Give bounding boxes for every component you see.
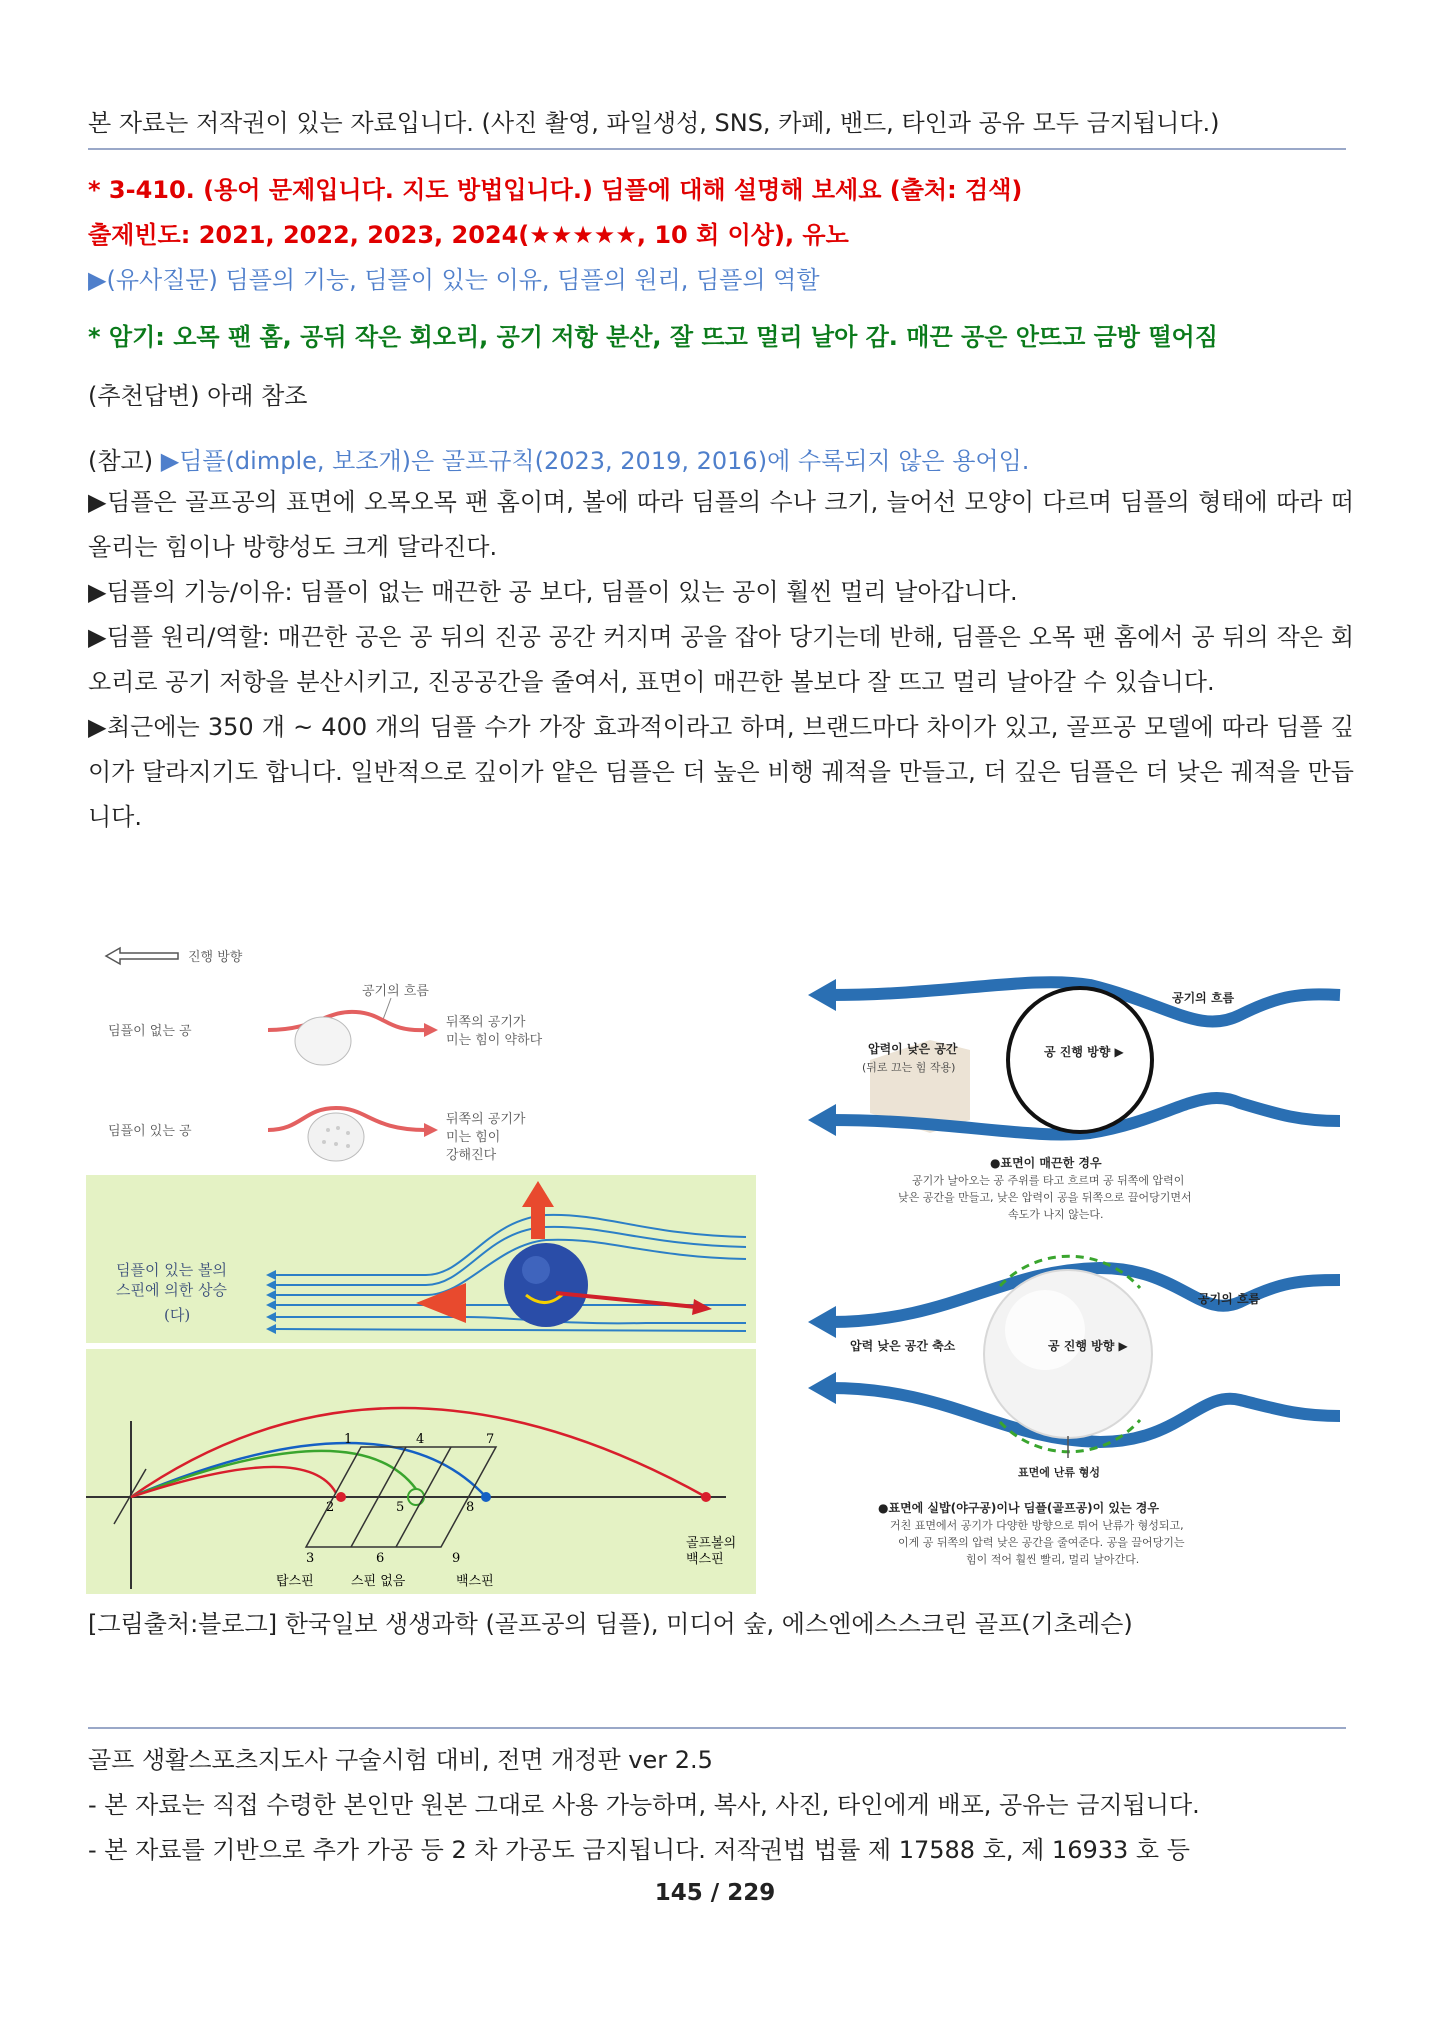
airflow-label: 공기의 흐름 xyxy=(1172,991,1235,1005)
grid-number-1: 1 xyxy=(344,1432,353,1447)
reference-paragraphs xyxy=(88,480,1354,840)
grid-number-4: 4 xyxy=(416,1432,425,1447)
no-dimple-ball-label: 딤플이 없는 공 xyxy=(108,1024,192,1039)
smooth-ball xyxy=(1008,988,1152,1132)
ball-direction-label: 공 진행 방향 ▶ xyxy=(1044,1045,1124,1059)
flow-line-smooth xyxy=(268,1012,426,1030)
figure-spin-lift xyxy=(86,1175,756,1343)
arrow-left-icon xyxy=(808,1104,836,1136)
arrow-left-icon xyxy=(808,979,836,1011)
dimple-note-3: 강해진다 xyxy=(446,1148,497,1163)
arrow-right-icon xyxy=(424,1123,438,1137)
question-frequency: 출제빈도: 2021, 2022, 2023, 2024(★★★★★, 10 회 이상), 유노 xyxy=(88,221,849,249)
grid-number-8: 8 xyxy=(466,1500,475,1515)
figure-caption: [그림출처:블로그] 한국일보 생생과학 (골프공의 딤플), 미디어 숲, 에스엔에스스크린 골프(기초레슨) xyxy=(88,1610,1133,1638)
case-line-3: 힘이 적어 훨씬 빨리, 멀리 날아간다. xyxy=(966,1553,1140,1566)
page-number: 145 / 229 xyxy=(654,1880,776,1906)
figure-spin-trajectories xyxy=(86,1349,756,1594)
arrow-left-icon xyxy=(106,948,178,964)
recommended-answer: (추천답변) 아래 참조 xyxy=(88,382,308,410)
airflow-label: 공기의 흐름 xyxy=(362,984,429,999)
low-pressure-shrink-label: 압력 낮은 공간 축소 xyxy=(850,1339,956,1353)
question-title: * 3-410. (용어 문제입니다. 지도 방법입니다.) 딤플에 대해 설명해 보세요 (출처: 검색) xyxy=(88,176,1023,204)
case-title: ●표면에 실밥(야구공)이나 딤플(골프공)이 있는 경우 xyxy=(878,1501,1159,1515)
grid-number-9: 9 xyxy=(452,1551,461,1566)
reference-note-line xyxy=(88,446,1029,476)
grid-number-3: 3 xyxy=(306,1551,315,1566)
paragraph-function: ▶딤플의 기능/이유: 딤플이 없는 매끈한 공 보다, 딤플이 있는 공이 훨씬 멀리 날아갑니다. xyxy=(88,578,1018,606)
dimple-note-2: 미는 힘이 xyxy=(446,1130,501,1145)
grid-number-2: 2 xyxy=(326,1500,335,1515)
footer-title: 골프 생활스포츠지도사 구술시험 대비, 전면 개정판 ver 2.5 xyxy=(88,1746,713,1774)
reference-prefix: (참고) xyxy=(88,447,161,475)
dimpled-ball xyxy=(308,1113,364,1161)
no-dimple-note-1: 뒤쪽의 공기가 xyxy=(446,1015,526,1030)
top-spin-label: 탑스핀 xyxy=(276,1574,314,1589)
copyright-notice: 본 자료는 저작권이 있는 자료입니다. (사진 촬영, 파일생성, SNS, 카페, 밴드, 타인과 공유 모두 금지됩니다.) xyxy=(88,109,1220,137)
no-dimple-note-2: 미는 힘이 약하다 xyxy=(446,1033,543,1048)
case-line-1: 거친 표면에서 공기가 다양한 방향으로 튀어 난류가 형성되고, xyxy=(890,1519,1184,1532)
case-line-2: 낮은 공간을 만들고, 낮은 압력이 공을 뒤쪽으로 끌어당기면서 xyxy=(898,1191,1192,1204)
dimple-ball-label: 딤플이 있는 공 xyxy=(108,1124,192,1139)
lift-arrow-shaft xyxy=(531,1205,545,1239)
smooth-ball xyxy=(295,1017,351,1065)
footer-divider xyxy=(88,1727,1346,1729)
case-line-2: 이게 공 뒤쪽의 압력 낮은 공간을 줄여준다. 공을 끌어당기는 xyxy=(898,1536,1185,1549)
grid-number-7: 7 xyxy=(486,1432,495,1447)
footer-notice-1: - 본 자료는 직접 수령한 본인만 원본 그대로 사용 가능하며, 복사, 사진, 타인에게 배포, 공유는 금지됩니다. xyxy=(88,1791,1200,1819)
spin-label-3: (다) xyxy=(164,1306,191,1324)
case-line-3: 속도가 나지 않는다. xyxy=(1008,1208,1104,1221)
arrow-left-icon xyxy=(808,1306,836,1338)
figure-dimpled-ball-pressure xyxy=(800,1250,1345,1580)
low-pressure-sub: (뒤로 끄는 힘 작용) xyxy=(862,1061,956,1074)
no-spin-label: 스핀 없음 xyxy=(351,1574,406,1589)
case-title: ●표면이 매끈한 경우 xyxy=(990,1156,1102,1170)
direction-label: 진행 방향 xyxy=(188,950,243,965)
case-line-1: 공기가 날아오는 공 주위를 타고 흐르며 공 뒤쪽에 압력이 xyxy=(912,1174,1185,1187)
arrow-left-icon xyxy=(808,1372,836,1404)
header-divider xyxy=(88,148,1346,150)
low-pressure-label: 압력이 낮은 공간 xyxy=(868,1042,958,1056)
memo-keywords: * 암기: 오목 팬 홈, 공뒤 작은 회오리, 공기 저항 분산, 잘 뜨고 멀리 날아 감. 매끈 공은 안뜨고 금방 떨어짐 xyxy=(88,323,1218,351)
spin-label-2: 스핀에 의한 상승 xyxy=(116,1281,227,1299)
grid-number-6: 6 xyxy=(376,1551,385,1566)
similar-questions: ▶(유사질문) 딤플의 기능, 딤플이 있는 이유, 딤플의 원리, 딤플의 역할 xyxy=(88,266,820,294)
turbulence-label: 표면에 난류 형성 xyxy=(1018,1466,1101,1479)
arrow-right-icon xyxy=(424,1023,438,1037)
reference-note: ▶딤플(dimple, 보조개)은 골프규칙(2023, 2019, 2016)에 수록되지 않은 용어임. xyxy=(160,447,1030,475)
golf-ball-label-1: 골프볼의 xyxy=(686,1536,737,1551)
figure-smooth-ball-pressure xyxy=(800,955,1345,1230)
grid-number-5: 5 xyxy=(396,1500,405,1515)
paragraph-principle: ▶딤플 원리/역할: 매끈한 공은 공 뒤의 진공 공간 커지며 공을 잡아 당기는데 반해, 딤플은 오목 팬 홈에서 공 뒤의 작은 회오리로 공기 저항을 분산시키고, 진공공간을 줄여서, 표면이 매끈한 볼보다 잘 뜨고 멀리 날아갈 수 있습니다. xyxy=(88,623,1354,696)
spinning-ball xyxy=(504,1243,588,1327)
paragraph-count: ▶최근에는 350 개 ~ 400 개의 딤플 수가 가장 효과적이라고 하며, 브랜드마다 차이가 있고, 골프공 모델에 따라 딤플 깊이가 달라지기도 합니다. 일반적으로 깊이가 얕은 딤플은 더 높은 비행 궤적을 만들고, 더 깊은 딤플은 더 낮은 궤적을 만듭니다. xyxy=(88,713,1354,831)
back-spin-label: 백스핀 xyxy=(456,1574,494,1589)
ball-direction-label: 공 진행 방향 ▶ xyxy=(1048,1339,1128,1353)
dimple-note-1: 뒤쪽의 공기가 xyxy=(446,1112,526,1127)
airflow-label: 공기의 흐름 xyxy=(1198,1292,1261,1306)
footer-notice-2: - 본 자료를 기반으로 추가 가공 등 2 차 가공도 금지됩니다. 저작권법 법률 제 17588 호, 제 16933 호 등 xyxy=(88,1836,1190,1864)
figure-airflow-comparison xyxy=(86,930,756,1175)
spin-label-1: 딤플이 있는 볼의 xyxy=(116,1261,227,1279)
golf-ball-label-2: 백스핀 xyxy=(686,1552,724,1567)
paragraph-definition: ▶딤플은 골프공의 표면에 오목오목 팬 홈이며, 볼에 따라 딤플의 수나 크기, 늘어선 모양이 다르며 딤플의 형태에 따라 떠올리는 힘이나 방향성도 크게 달라진다. xyxy=(88,488,1354,561)
